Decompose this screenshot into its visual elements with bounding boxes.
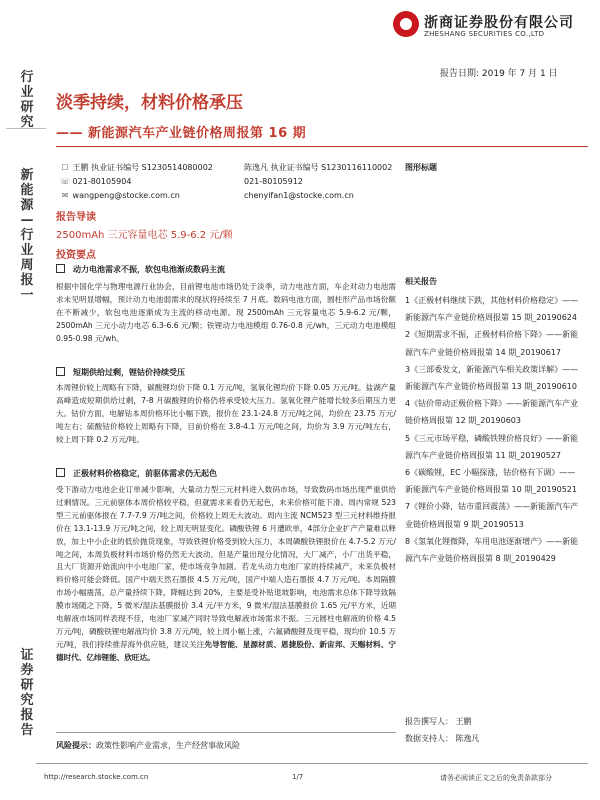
point-title-text: 正极材料价格稳定，前驱体需求仍无起色 bbox=[73, 469, 217, 478]
risk-warning bbox=[56, 740, 240, 751]
analyst-name-line: 王鹏 执业证书编号 S1230514080002 bbox=[72, 163, 213, 172]
report-guide-heading: 报告导读 bbox=[56, 212, 96, 223]
point-title-text: 短期供给过剩，锂钴价持续受压 bbox=[73, 368, 185, 377]
analyst-phone: 021-80105912 bbox=[244, 177, 303, 186]
related-reports-heading: 相关报告 bbox=[405, 277, 437, 286]
bullet-square-icon bbox=[56, 264, 65, 273]
company-name-en: ZHESHANG SECURITIES CO.,LTD bbox=[424, 30, 545, 38]
related-report-item[interactable]: 7《锂价小降，钴市重回震荡》——新能源汽车产业链价格周报第 9 期_20190513 bbox=[405, 502, 579, 529]
company-name-cn: 浙商证券股份有限公司 bbox=[424, 15, 574, 31]
analyst-email[interactable]: chenyifan1@stocke.com.cn bbox=[244, 191, 354, 200]
figure-title: 图形标题 bbox=[405, 163, 437, 172]
org-label: 证券研究报告 bbox=[20, 648, 34, 738]
point-1-title bbox=[56, 264, 396, 275]
related-report-item[interactable]: 3《三部委发文，新能源汽车相关政策详解》——新能源汽车产业链价格周报第 13 期_20190610 bbox=[405, 364, 579, 392]
footer-url[interactable]: http://research.stocke.com.cn bbox=[44, 773, 149, 781]
related-report-item[interactable]: 5《三元市场平稳，磷酸铁锂价格良好》——新能源汽车产业链价格周报第 11 期_20190527 bbox=[405, 433, 579, 460]
risk-label: 风险提示： bbox=[56, 741, 96, 750]
report-date: 报告日期: 2019 年 7 月 1 日 bbox=[440, 69, 558, 79]
left-divider bbox=[6, 128, 46, 129]
related-report-item[interactable]: 6《碳酸锂，EC 小幅探涨，钴价格有下调》——新能源汽车产业链价格周报第 10 期_20190521 bbox=[405, 468, 577, 495]
point-2-body: 本周锂价较上周略有下降，碳酸锂均价下降 0.1 万元/吨，氢氧化锂均价下降 0.05 万元/吨。盐湖产量高峰造成短期供给过剩，7-8 月碳酸锂的价格仍将承受较大压力。氢氧化锂产能增长较多后期压力更大。钴价方面，电解钴本周价格环比小幅下跌，报价在 23.1-24.8 万元/吨之间，均价在 23.75 万元/吨左右；硫酸钴价格较上周略有下降，目前价格在 3.8-4.1 万元/吨之间，均价为 3.9 万元/吨左右，较上周下降 0.2 万元/吨。 bbox=[56, 383, 396, 444]
company-logo-icon bbox=[393, 11, 419, 37]
point-3-body-text: 受下游动力电池企业订单减少影响，大量动力型三元材料进入数码市场，导致数码市场出现严重供给过剩情况。三元前驱体本周价格较平稳，但就需求来看仍无起色，未来价格可能下滑。周内常规 523 型三元前驱体报在 7.7-7.9 万/吨之间，价格较上周无大波动。周内主流 NCM523 型三元材料维持报价在 13.1-13.9 万元/吨之间，较上周无明显变化。磷酸铁锂 6 月遭欧单，4部分企业扩产产量难以释放，加上中小企业的低价抛货现象，导致铁锂价格受到较大压力，本周磷酸铁锂报价在 4.7-5.2 万元/吨之间，本周负极材料市场价格仍然无大波动，但是产量出现分化情况，大厂减产，小厂出货平稳，且大厂货源开始流向中小电池厂家，使市场竞争加剧。若龙头动力电池厂家的持续减产，未来负极材料价格可能会降低。国产中端天然石墨报 4.5 万元/吨，国产中端人造石墨报 4.7 万元/吨。本周隔膜市场小幅震荡，总产量持续下降，降幅达到 20%，主要是受补贴退坡影响，电池需求总体下降导致隔膜市场随之下降。5 微米/湿法基膜报价 3.4 元/平方米，9 微米/湿法基膜报价 1.65 元/平方米，近期电解液市场同样表现不佳，电池厂家减产同时导致电解液市场需求不振。三元圆柱电解液的价格 4.5 万元/吨，磷酸铁锂电解液均价 3.8 万元/吨，较上周小幅上涨，六氟磷酸锂及现平稳，现均价 10.5 万元/吨，我们持续推荐海外供应链，建议关注 bbox=[56, 485, 396, 649]
point-3-body bbox=[56, 484, 396, 665]
footer-disclaimer: 请务必阅读正文之后的免责条款部分 bbox=[440, 774, 552, 782]
related-reports-list bbox=[405, 292, 583, 567]
industry-label: 新能源—行业周报一 bbox=[20, 168, 34, 303]
data-support: 数据支持人： 陈逸凡 bbox=[405, 734, 480, 743]
point-3-title bbox=[56, 468, 396, 479]
analyst-1 bbox=[60, 161, 213, 203]
risk-divider bbox=[56, 732, 396, 733]
related-report-item[interactable]: 2《短期需求不振，正极材料价格下降》——新能源汽车产业链价格周报第 14 期_20190617 bbox=[405, 330, 579, 357]
analyst-2 bbox=[244, 161, 392, 203]
category-label: 行业研究 bbox=[20, 70, 34, 130]
analyst-name-line: 陈逸凡 执业证书编号 S1230116110002 bbox=[244, 163, 393, 172]
related-report-item[interactable]: 4《钴价带动正极价格下降》——新能源汽车产业链价格周报第 12 期_20190603 bbox=[405, 399, 579, 426]
point-2-title bbox=[56, 367, 396, 378]
title-divider bbox=[56, 146, 588, 147]
email-icon: ✉ bbox=[61, 191, 69, 200]
recommended-stocks: 先导智能、星源材质、恩捷股份、新宙邦、天赐材料、宁德时代、亿纬锂能、欣旺达。 bbox=[56, 639, 396, 662]
bullet-square-icon bbox=[56, 468, 65, 477]
page-number: 1/7 bbox=[292, 773, 304, 781]
report-subtitle: —— 新能源汽车产业链价格周报第 16 期 bbox=[56, 126, 307, 141]
report-contacts bbox=[405, 713, 480, 747]
report-guide-text: 2500mAh 三元容量电芯 5.9-6.2 元/颗 bbox=[56, 230, 233, 241]
related-report-item[interactable]: 8《氢氧化锂微降，车用电池逐渐增产》——新能源汽车产业链价格周报第 8 期_20190429 bbox=[405, 536, 579, 564]
risk-text: 政策性影响产业需求，生产经营事故风险 bbox=[96, 741, 240, 750]
investment-points-heading: 投资要点 bbox=[56, 250, 96, 261]
related-report-item[interactable]: 1《正极材料继续下跌，其他材料价格稳定》——新能源汽车产业链价格周报第 15 期_20190624 bbox=[405, 296, 579, 323]
bullet-square-icon bbox=[56, 367, 65, 376]
person-icon: ☐ bbox=[61, 163, 69, 172]
analyst-phone: 021-80105904 bbox=[72, 177, 132, 186]
report-title: 淡季持续，材料价格承压 bbox=[56, 93, 243, 113]
report-author: 报告撰写人： 王鹏 bbox=[405, 717, 472, 726]
point-1-body: 根据中国化学与物理电源行业协会，目前锂电池市场仍处于淡季，动力电池方面，车企对动力电池需求未见明显增幅，预计动力电池弱需求的现状将持续至 7 月底。数码电池方面，圆柱形产品市场份额在不断减少，软包电池逐渐成为主流的移动电源。现 2500mAh 三元容量电芯 5.9-6.2 元/颗，2500mAh 三元小动力电芯 6.3-6.6 元/颗；铁锂动力电池模组 0.76-0.8 元/wh，三元动力电池模组 0.95-0.98 元/wh。 bbox=[56, 282, 396, 343]
analyst-email[interactable]: wangpeng@stocke.com.cn bbox=[72, 191, 180, 200]
point-title-text: 动力电池需求不振，软包电池渐成数码主流 bbox=[73, 265, 225, 274]
phone-icon: ☏ bbox=[60, 177, 71, 186]
footer-divider bbox=[36, 763, 588, 764]
